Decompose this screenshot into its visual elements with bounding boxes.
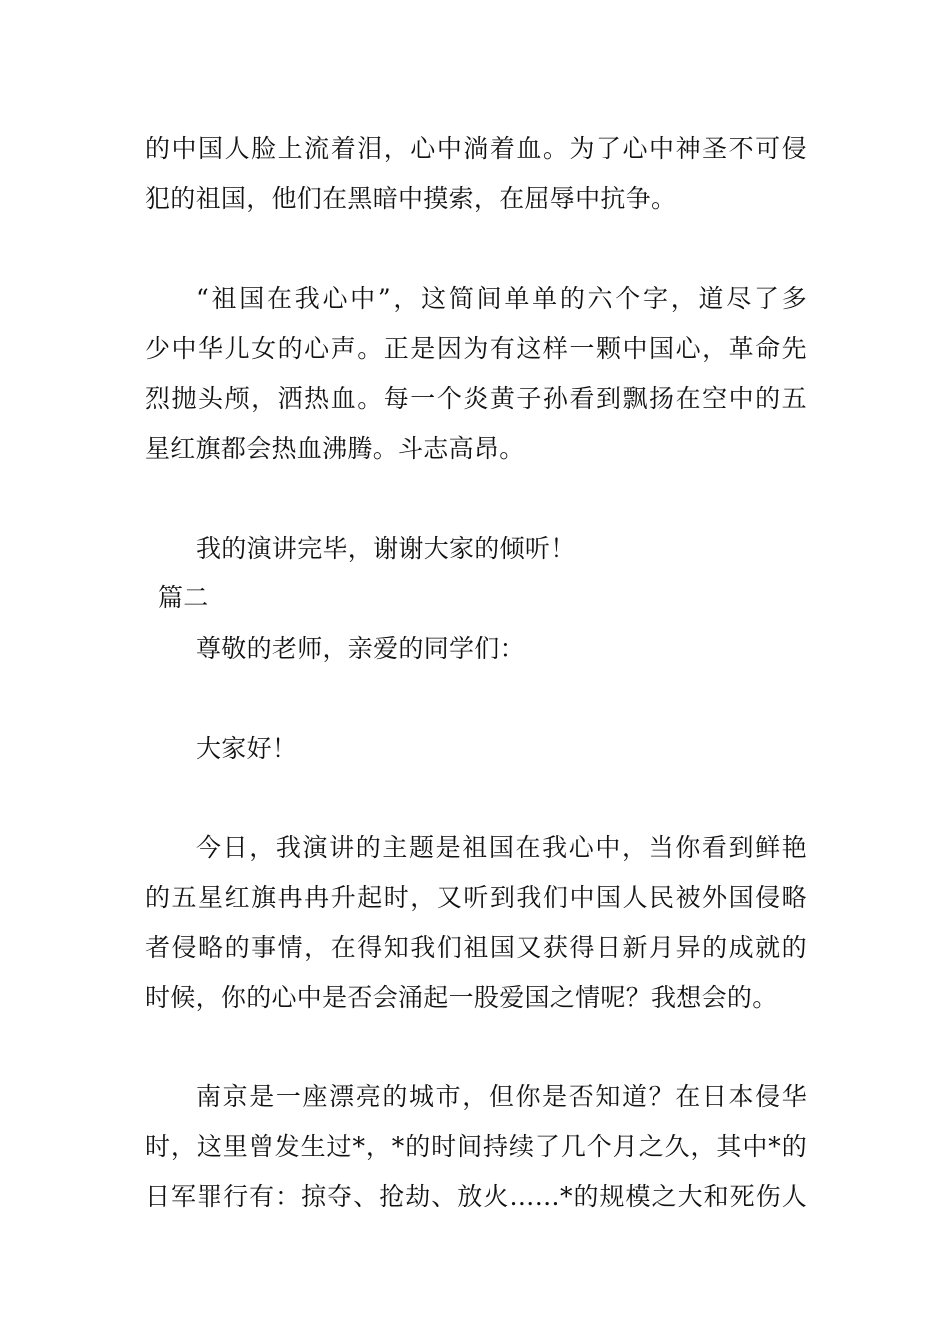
paragraph-line: 者侵略的事情，在得知我们祖国又获得日新月异的成就的 <box>145 933 807 962</box>
paragraph-line: 的五星红旗冉冉升起时，又听到我们中国人民被外国侵略 <box>145 883 807 912</box>
closing-line: 我的演讲完毕，谢谢大家的倾听！ <box>196 534 576 563</box>
paragraph-line: 少中华儿女的心声。正是因为有这样一颗中国心，革命先 <box>145 334 807 363</box>
paragraph-line: 犯的祖国，他们在黑暗中摸索，在屈辱中抗争。 <box>145 184 677 213</box>
paragraph-line: “祖国在我心中”，这简间单单的六个字，道尽了多 <box>196 284 807 313</box>
section-heading: 篇二 <box>158 583 209 612</box>
paragraph-line: 时候，你的心中是否会涌起一股爱国之情呢？我想会的。 <box>145 983 778 1012</box>
hello-line: 大家好！ <box>196 734 298 763</box>
paragraph-line: 星红旗都会热血沸腾。斗志高昂。 <box>145 434 525 463</box>
paragraph-line: 今日，我演讲的主题是祖国在我心中，当你看到鲜艳 <box>196 833 807 862</box>
paragraph-line: 日军罪行有：掠夺、抢劫、放火……*的规模之大和死伤人 <box>145 1182 807 1211</box>
paragraph-line: 时，这里曾发生过*，*的时间持续了几个月之久，其中*的 <box>145 1132 807 1161</box>
greeting-line: 尊敬的老师，亲爱的同学们： <box>196 634 525 663</box>
paragraph-line: 南京是一座漂亮的城市，但你是否知道？在日本侵华 <box>196 1082 807 1111</box>
paragraph-line: 烈抛头颅，洒热血。每一个炎黄子孙看到飘扬在空中的五 <box>145 384 807 413</box>
paragraph-line: 的中国人脸上流着泪，心中淌着血。为了心中神圣不可侵 <box>145 134 807 163</box>
